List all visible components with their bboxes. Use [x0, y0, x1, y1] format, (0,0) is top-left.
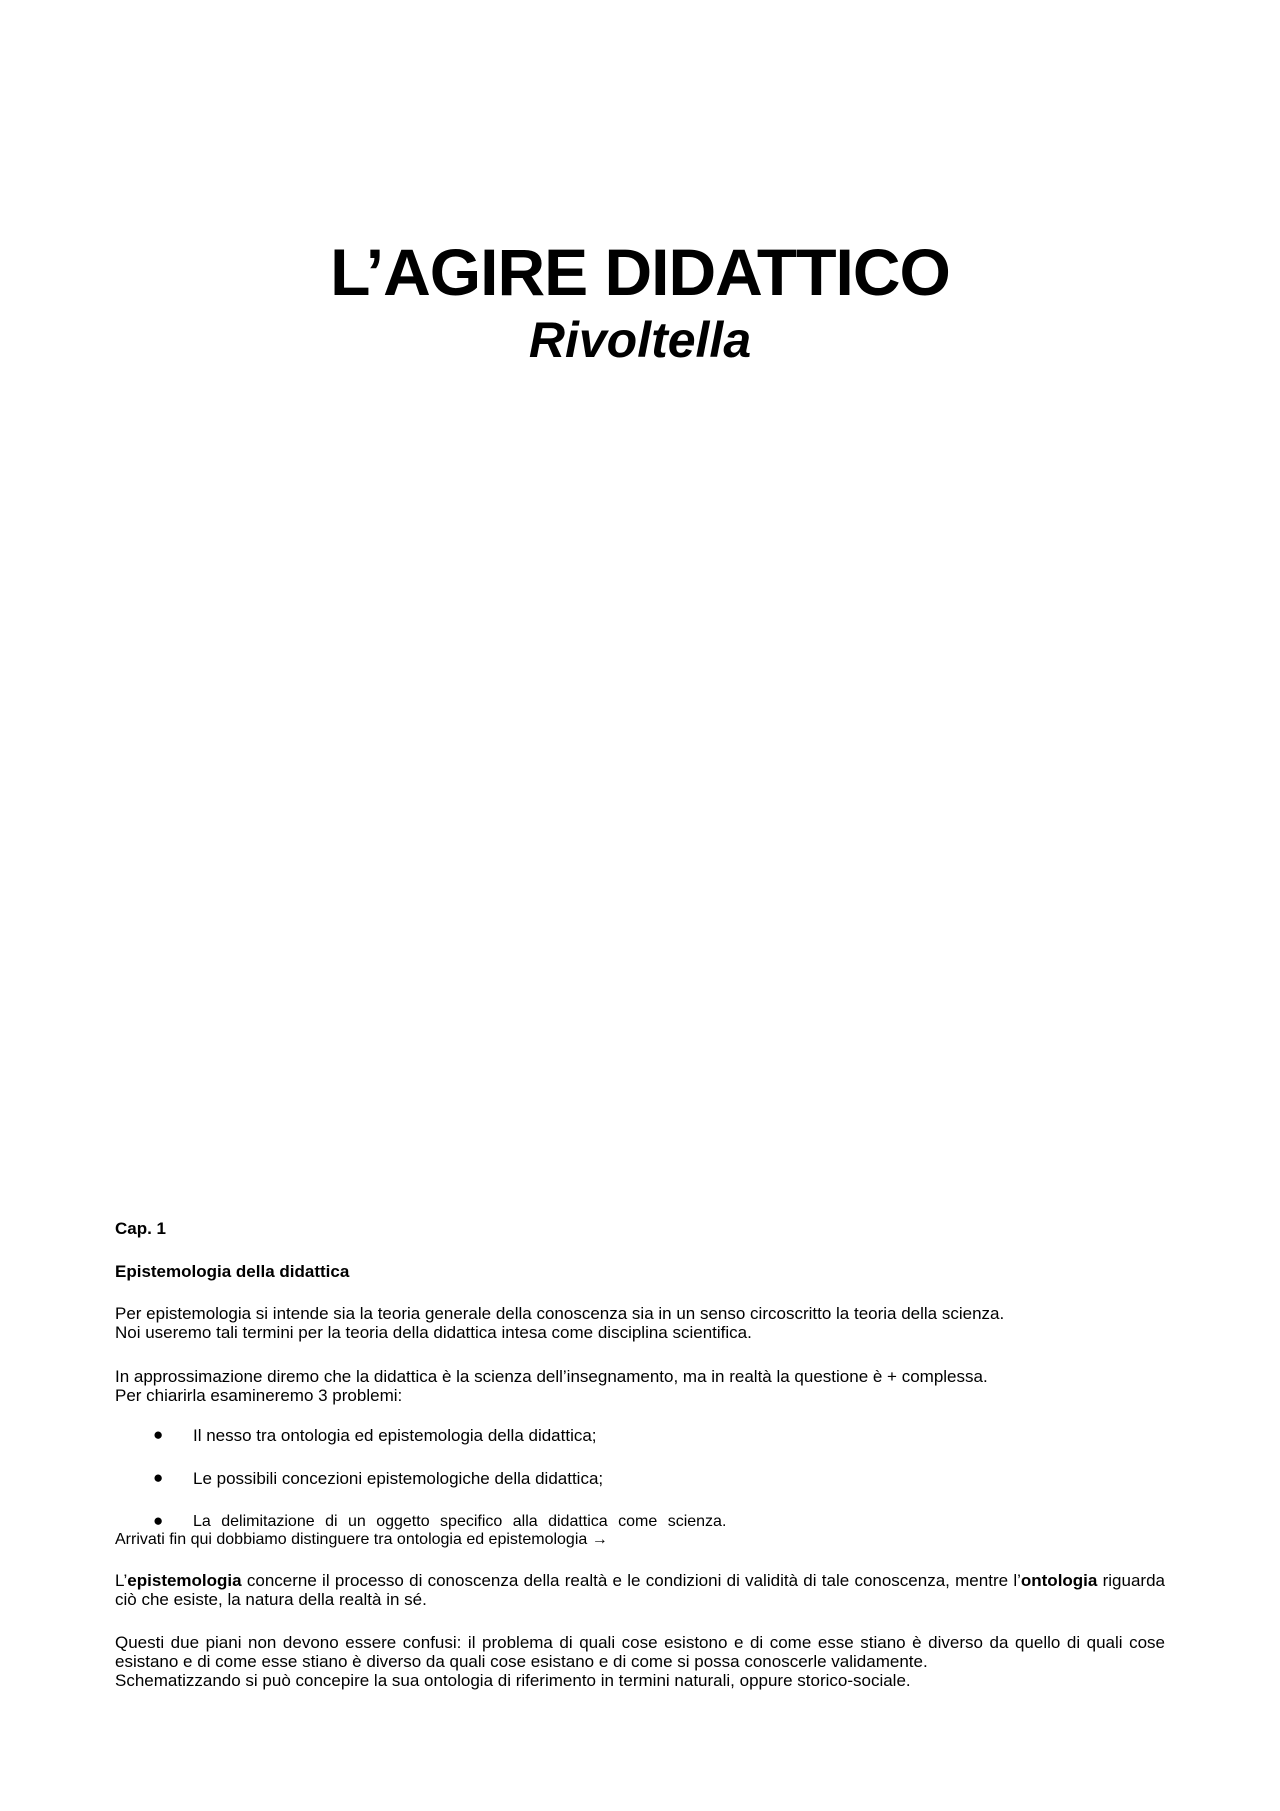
paragraph-2 [115, 1367, 1165, 1405]
bullet-icon: ● [153, 1425, 164, 1444]
paragraph-4-part-2: Schematizzando si può concepire la sua ontologia di riferimento in termini naturali, oppure storico-sociale. [115, 1671, 911, 1690]
document-author: Rivoltella [528, 312, 752, 368]
paragraph-3-suffix: riguarda ciò che esiste, la natura della realtà in sé. [115, 1571, 1165, 1609]
document-title: L’AGIRE DIDATTICO [330, 235, 950, 309]
term-ontologia: ontologia [1020, 1571, 1098, 1590]
bullet-icon: ● [153, 1511, 164, 1530]
paragraph-4 [115, 1633, 1165, 1690]
list-item-text: Il nesso tra ontologia ed epistemologia della didattica; [193, 1426, 597, 1445]
paragraph-2-line-2: Per chiarirla esamineremo 3 problemi: [115, 1386, 403, 1405]
list-item-text: La delimitazione di un oggetto specifico alla didattica come scienza. [193, 1513, 727, 1530]
paragraph-4-part-1: Questi due piani non devono essere confusi: il problema di quali cose esistono e di come esse stiano è diverso da quello di quali cose esistano e di come esse stiano è diverso da quali cose esistano e di come si possa conoscerle validamente. [115, 1633, 1165, 1671]
paragraph-3 [115, 1571, 1165, 1609]
bullet-icon: ● [153, 1468, 164, 1487]
paragraph-3-middle: concerne il processo di conoscenza della realtà e le condizioni di validità di tale conoscenza, mentre l’ [241, 1571, 1021, 1590]
term-epistemologia: epistemologia [127, 1571, 242, 1590]
paragraph-1 [115, 1304, 1165, 1342]
chapter-label: Cap. 1 [115, 1219, 167, 1238]
section-heading: Epistemologia della didattica [115, 1262, 350, 1281]
paragraph-3-prefix: L’ [115, 1571, 128, 1590]
paragraph-1-line-1: Per epistemologia si intende sia la teoria generale della conoscenza sia in un senso circoscritto la teoria della scienza. [115, 1304, 1005, 1323]
paragraph-2-line-1: In approssimazione diremo che la didattica è la scienza dell’insegnamento, ma in realtà la questione è + complessa. [115, 1367, 988, 1386]
transition-line: Arrivati fin qui dobbiamo distinguere tra ontologia ed epistemologia → [115, 1531, 608, 1548]
list-item-text: Le possibili concezioni epistemologiche della didattica; [193, 1469, 604, 1488]
paragraph-1-line-2: Noi useremo tali termini per la teoria della didattica intesa come disciplina scientifica. [115, 1323, 752, 1342]
